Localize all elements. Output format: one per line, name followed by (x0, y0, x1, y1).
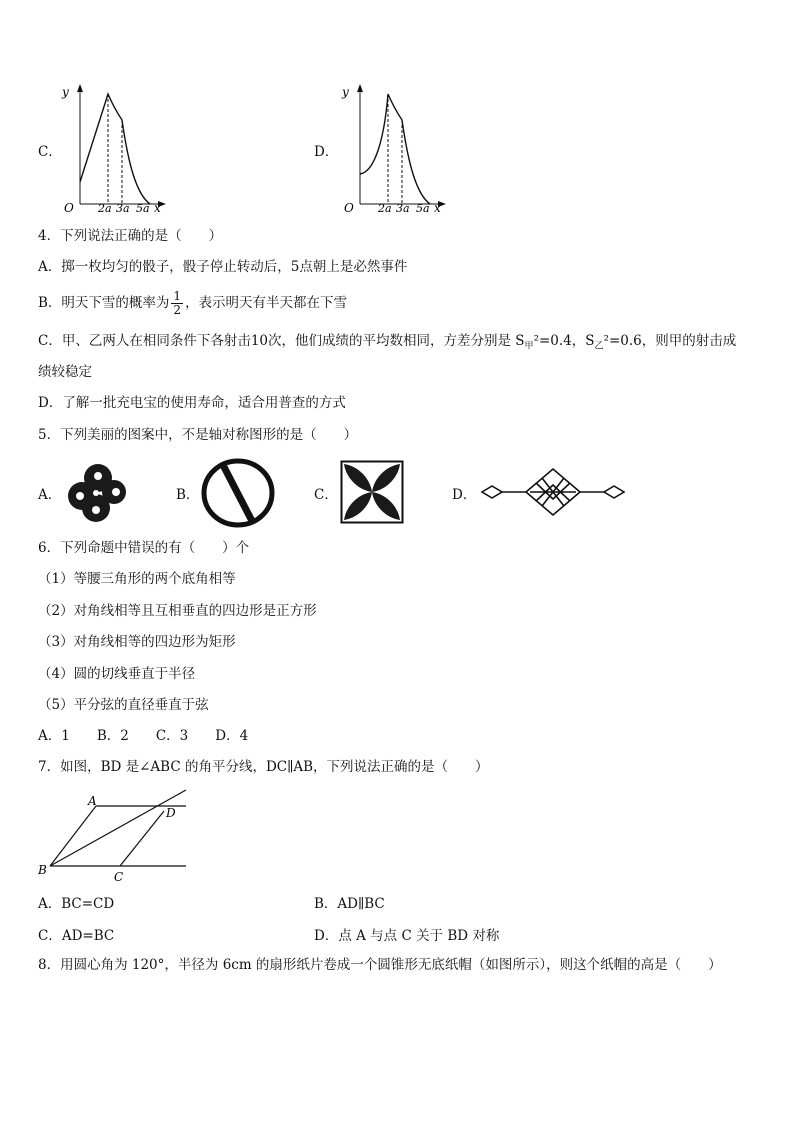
q8-stem: 8．用圆心角为 120°，半径为 6cm 的扇形纸片卷成一个圆锥形无底纸帽（如图所示），则这个纸帽的高是（ ） (38, 957, 722, 973)
q6-item-4: （4）圆的切线垂直于半径 (38, 666, 196, 682)
point-d-label: D (166, 806, 176, 820)
q5-option-b-label: B． (176, 487, 200, 503)
origin-label: O (344, 201, 354, 214)
fraction-one-half: $\frac{1}{2}$ (173, 289, 182, 317)
pattern-a-knot-icon (64, 462, 132, 524)
q7-option-d: D．点 A 与点 C 关于 BD 对称 (314, 928, 500, 944)
q7-option-b: B．AD∥BC (314, 896, 385, 912)
q4-option-d: D．了解一批充电宝的使用寿命，适合用普查的方式 (38, 395, 346, 411)
graph-d (338, 82, 448, 214)
pattern-d-endless-knot-icon (480, 465, 626, 519)
graph-c (58, 82, 168, 214)
q6-item-5: （5）平分弦的直径垂直于弦 (38, 697, 209, 713)
tick-3a: 3a (116, 202, 130, 214)
q7-stem: 7．如图，BD 是∠ABC 的角平分线，DC∥AB，下列说法正确的是（ ） (38, 759, 489, 775)
q7-option-c: C．AD=BC (38, 928, 115, 944)
q5-option-c-label: C． (314, 487, 338, 503)
tick-2a: 2a (98, 202, 112, 214)
q7-parallelogram-figure (36, 786, 190, 884)
q4-option-a: A．掷一枚均匀的骰子，骰子停止转动后，5点朝上是必然事件 (38, 259, 408, 275)
tick-2a: 2a (378, 202, 392, 214)
q5-stem: 5．下列美丽的图案中，不是轴对称图形的是（ ） (38, 427, 358, 443)
origin-label: O (64, 201, 74, 214)
option-d-label: D． (314, 144, 339, 160)
pattern-c-square-petals-icon (340, 460, 404, 524)
q4-option-b (38, 290, 347, 317)
q6-stem: 6．下列命题中错误的有（ ）个 (38, 540, 250, 556)
q4-b-text-pre: B．明天下雪的概率为 (38, 295, 170, 311)
option-c-label: C． (38, 144, 62, 160)
q4-option-c-continued: 绩较稳定 (38, 364, 92, 380)
q4-b-text-post: ，表示明天有半天都在下雪 (185, 295, 348, 311)
q4-stem: 4．下列说法正确的是（ ） (38, 228, 223, 244)
axis-x-label: x (434, 201, 441, 214)
point-b-label: B (38, 863, 47, 877)
axis-x-label: x (154, 201, 161, 214)
q6-item-3: （3）对角线相等的四边形为矩形 (38, 634, 236, 650)
q5-option-d-label: D． (452, 487, 477, 503)
q6-item-1: （1）等腰三角形的两个底角相等 (38, 571, 236, 587)
axis-y-label: y (62, 85, 69, 99)
axis-y-label: y (342, 85, 349, 99)
q7-option-a: A．BC=CD (38, 896, 115, 912)
point-a-label: A (88, 794, 97, 808)
q6-options: A．1 B．2 C．3 D．4 (38, 728, 249, 744)
tick-5a: 5a (416, 202, 430, 214)
pattern-b-circle-slash-icon (199, 456, 277, 530)
q4-option-c: C．甲、乙两人在相同条件下各射击10次，他们成绩的平均数相同，方差分别是 $S_甲^2=0.4$，$S_乙^2=0.6$，则甲的射击成 (38, 333, 737, 352)
q6-item-2: （2）对角线相等且互相垂直的四边形是正方形 (38, 603, 317, 619)
q5-option-a-label: A． (38, 487, 62, 503)
tick-5a: 5a (136, 202, 150, 214)
tick-3a: 3a (396, 202, 410, 214)
point-c-label: C (114, 870, 124, 884)
